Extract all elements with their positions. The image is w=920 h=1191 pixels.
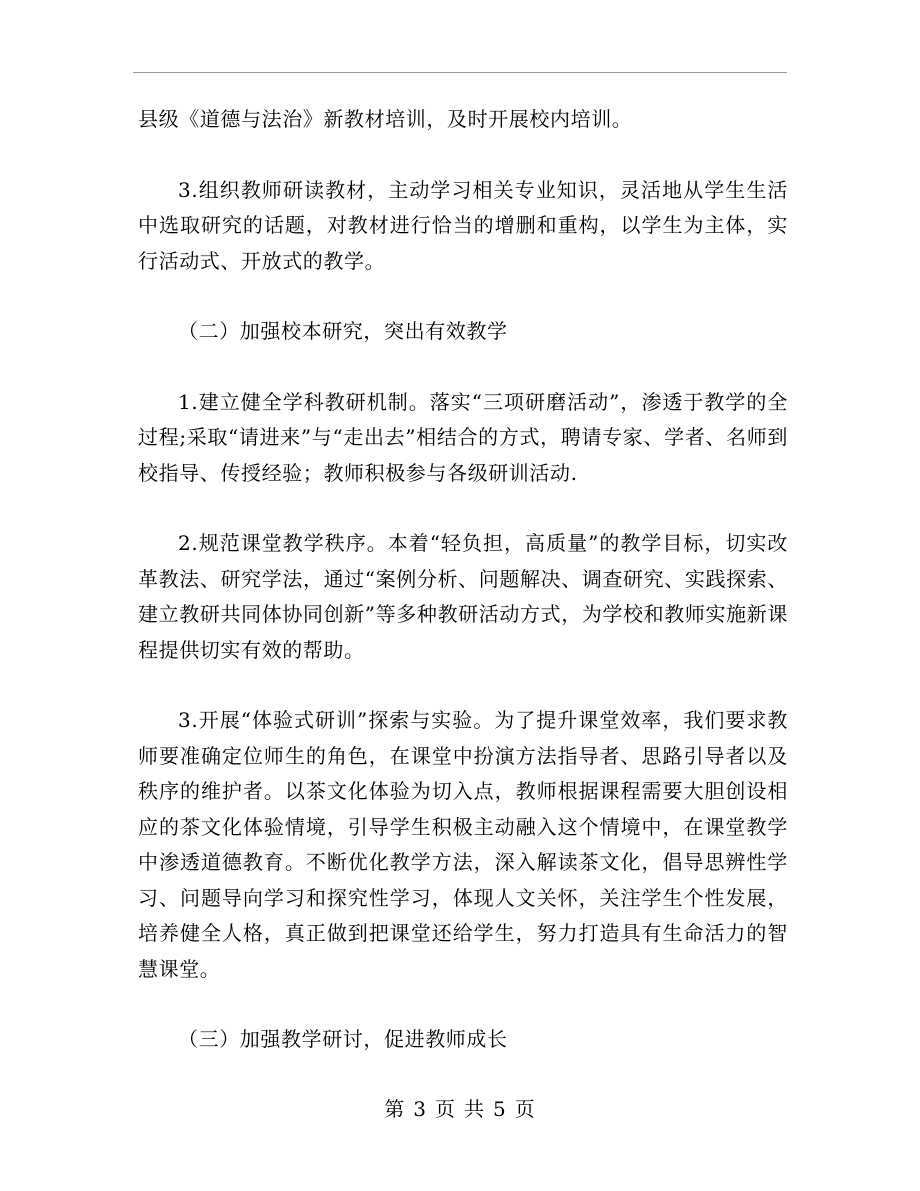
section-heading-2: （二）加强校本研究，突出有效教学: [178, 319, 508, 343]
footer-total-label: 页: [514, 1097, 536, 1121]
document-body: [138, 102, 788, 1058]
paragraph-item-3: 3.组织教师研读教材，主动学习相关专业知识，灵活地从学生生活中选取研究的话题，对教材进行恰当的增删和重构，以学生为主体，实行活动式、开放式的教学。: [138, 177, 788, 273]
footer-total-pages: 5: [493, 1097, 507, 1121]
paragraph-item-2: 2.规范课堂教学秩序。本着“轻负担，高质量”的教学目标，切实改革教法、研究学法，通过“案例分析、问题解决、调查研究、实践探索、建立教研共同体协同创新”等多种教研活动方式，为学校和教师实施新课程提供切实有效的帮助。: [138, 531, 788, 662]
paragraph-item-1: 1.建立健全学科教研机制。落实“三项研磨活动”，渗透于教学的全过程;采取“请进来”与“走出去”相结合的方式，聘请专家、学者、名师到校指导、传授经验；教师积极参与各级研训活动.: [138, 389, 788, 485]
section-heading-3: （三）加强教学研讨，促进教师成长: [178, 1027, 508, 1051]
header-rule: [133, 72, 787, 73]
footer-current-page: 3: [413, 1097, 427, 1121]
paragraph-continuation: 县级《道德与法治》新教材培训，及时开展校内培训。: [138, 107, 633, 131]
footer-page-label: 页: [435, 1097, 456, 1121]
footer-total-prefix: 共: [464, 1097, 485, 1121]
footer-page-prefix: 第: [384, 1097, 406, 1121]
paragraph-item-3b: 3.开展“体验式研训”探索与实验。为了提升课堂效率，我们要求教师要准确定位师生的角色，在课堂中扮演方法指导者、思路引导者以及秩序的维护者。以茶文化体验为切入点，教师根据课程需要大胆创设相应的茶文化体验情境，引导学生积极主动融入这个情境中，在课堂教学中渗透道德教育。不断优化教学方法，深入解读茶文化，倡导思辨性学习、问题导向学习和探究性学习，体现人文关怀，关注学生个性发展，培养健全人格，真正做到把课堂还给学生，努力打造具有生命活力的智慧课堂。: [138, 708, 788, 981]
page-footer: [0, 1093, 920, 1122]
